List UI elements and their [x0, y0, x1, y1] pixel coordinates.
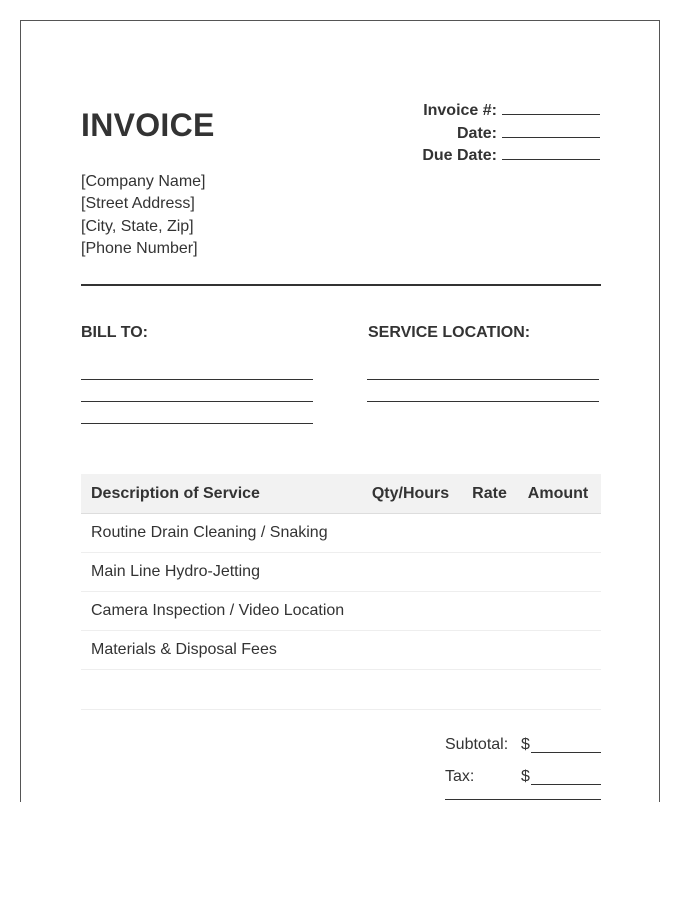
company-info	[81, 171, 206, 260]
row-description: Camera Inspection / Video Location	[91, 602, 345, 619]
subtotal-field[interactable]	[531, 752, 601, 753]
date-field[interactable]	[502, 122, 600, 138]
table-row	[81, 553, 601, 592]
invoice-sheet	[20, 20, 660, 802]
subtotal-label: Subtotal:	[445, 736, 509, 753]
invoice-number-row	[300, 99, 600, 122]
totals-underline	[445, 799, 601, 800]
subtotal-row	[445, 734, 601, 766]
header-description: Description of Service	[91, 484, 260, 502]
row-description: Routine Drain Cleaning / Snaking	[91, 524, 328, 541]
city-state-zip: [City, State, Zip]	[81, 217, 194, 235]
table-row	[81, 592, 601, 631]
row-description: Main Line Hydro-Jetting	[91, 563, 260, 580]
table-row	[81, 631, 601, 670]
due-date-label: Due Date:	[422, 147, 497, 164]
bill-to-line-2[interactable]	[81, 401, 313, 402]
header-rate: Rate	[472, 484, 507, 502]
totals-block	[445, 734, 601, 798]
table-header	[81, 474, 601, 514]
tax-label: Tax:	[445, 768, 475, 785]
street-address: [Street Address]	[81, 195, 195, 213]
bill-to-line-1[interactable]	[81, 379, 313, 380]
invoice-number-label: Invoice #:	[423, 102, 497, 119]
tax-currency: $	[521, 768, 530, 785]
tax-row	[445, 766, 601, 798]
header-divider	[81, 284, 601, 286]
invoice-number-field[interactable]	[502, 99, 600, 115]
invoice-title: INVOICE	[81, 107, 215, 143]
date-label: Date:	[456, 124, 497, 142]
services-table	[81, 474, 601, 710]
header-qty-hours: Qty/Hours	[371, 484, 450, 502]
invoice-meta	[300, 99, 600, 167]
bill-to-line-3[interactable]	[81, 423, 313, 424]
service-location-line-2[interactable]	[367, 401, 599, 402]
service-location-line-1[interactable]	[367, 379, 599, 380]
phone-number: [Phone Number]	[81, 239, 198, 257]
due-date-row	[300, 144, 600, 167]
subtotal-currency: $	[521, 736, 530, 753]
header-amount: Amount	[527, 484, 589, 502]
tax-field[interactable]	[531, 784, 601, 785]
date-row	[300, 122, 600, 145]
table-row-empty	[81, 670, 601, 710]
due-date-field[interactable]	[502, 144, 600, 160]
company-name: [Company Name]	[81, 173, 206, 190]
table-row	[81, 514, 601, 553]
bill-to-heading: BILL TO:	[81, 324, 148, 341]
row-description: Materials & Disposal Fees	[91, 641, 277, 658]
service-location-heading: SERVICE LOCATION:	[368, 324, 531, 341]
